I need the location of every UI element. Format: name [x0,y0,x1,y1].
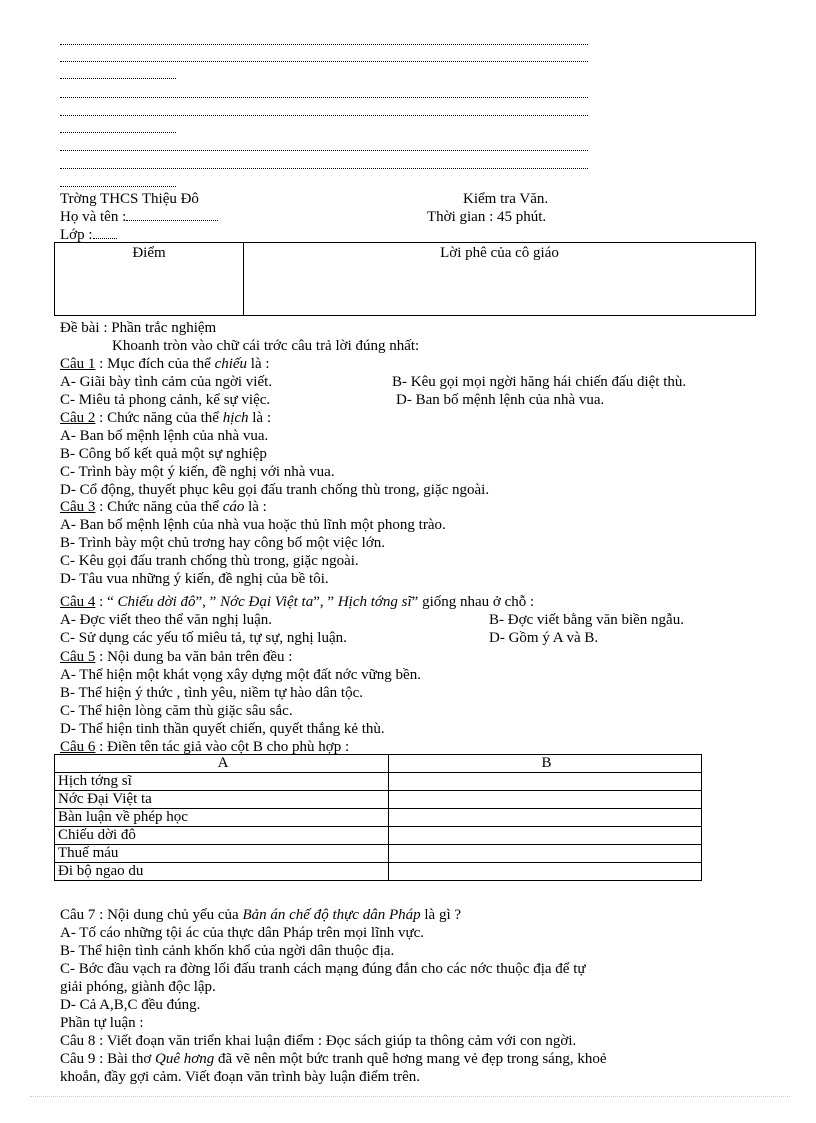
exam-time: Thời gian : 45 phút. [427,209,547,225]
q7-option-d[interactable]: D- Cả A,B,C đều đúng. [60,997,201,1013]
dotted-line [60,168,588,169]
question-4: Câu 4 : “ Chiếu dời đô”, ” Nớc Đại Việt ta”, ” Hịch tớng sĩ” giống nhau ở chỗ : [60,594,535,610]
grade-table [54,242,756,316]
question-3: Câu 3 : Chức năng của thể cáo là : [60,499,267,515]
table-row [55,809,702,827]
table-row [55,791,702,809]
question-5: Câu 5 : Nội dung ba văn bản trên đều : [60,649,293,665]
table-row [55,845,702,863]
q1-option-a[interactable]: A- Giãi bày tình cảm của ngời viết. [60,374,273,390]
q5-option-a[interactable]: A- Thể hiện một khát vọng xây dựng một đất nớc vững bền. [60,667,421,683]
class-label: Lớp : [60,228,117,243]
table-row [55,827,702,845]
q4-option-b[interactable]: B- Đợc viết bằng văn biền ngẫu. [489,612,684,628]
work-title: Chiếu dời đô [55,827,389,845]
dotted-line [60,61,588,62]
matching-table [54,754,702,881]
dotted-line [60,78,176,79]
question-9: Câu 9 : Bài thơ Quê hơng đã vẽ nên một bức tranh quê hơng mang vẻ đẹp trong sáng, khoẻ [60,1051,607,1067]
table-row [55,773,702,791]
question-9-continued: khoắn, đầy gợi cảm. Viết đoạn văn trình bày luận điểm trên. [60,1069,420,1085]
q5-option-c[interactable]: C- Thể hiện lòng căm thù giặc sâu sắc. [60,703,293,719]
q1-option-c[interactable]: C- Miêu tả phong cảnh, kể sự việc. [60,392,271,408]
q2-option-b[interactable]: B- Công bố kết quả một sự nghiệp [60,446,267,462]
q5-option-b[interactable]: B- Thể hiện ý thức , tình yêu, niềm tự hào dân tộc. [60,685,364,701]
q1-option-d[interactable]: D- Ban bố mệnh lệnh của nhà vua. [396,392,605,408]
q7-option-a[interactable]: A- Tố cáo những tội ác của thực dân Pháp trên mọi lĩnh vực. [60,925,425,941]
author-cell[interactable] [389,791,702,809]
q3-option-d[interactable]: D- Tâu vua những ý kiến, đề nghị của bề tôi. [60,571,329,587]
q4-option-d[interactable]: D- Gồm ý A và B. [489,630,599,646]
dotted-line [60,97,588,98]
dotted-line [60,186,176,187]
q2-option-c[interactable]: C- Trình bày một ý kiến, đề nghị với nhà vua. [60,464,335,480]
instruction: Khoanh tròn vào chữ cái trớc câu trả lời đúng nhất: [112,338,420,354]
page-bottom-divider [30,1096,790,1097]
q4-option-c[interactable]: C- Sử dụng các yếu tố miêu tả, tự sự, nghị luận. [60,630,347,646]
work-title: Hịch tớng sĩ [55,773,389,791]
section-title-essay: Phần tự luận : [60,1015,144,1031]
dotted-line [60,132,176,133]
q5-option-d[interactable]: D- Thể hiện tinh thần quyết chiến, quyết thắng kẻ thù. [60,721,385,737]
author-cell[interactable] [389,809,702,827]
q3-option-a[interactable]: A- Ban bố mệnh lệnh của nhà vua hoặc thủ lĩnh một phong trào. [60,517,446,533]
q7-option-b[interactable]: B- Thể hiện tình cảnh khốn khổ của ngời dân thuộc địa. [60,943,395,959]
question-7: Câu 7 : Nội dung chủ yếu của Bản án chế độ thực dân Pháp là gì ? [60,907,462,923]
column-a-header: A [55,755,389,773]
table-row [55,863,702,881]
q3-option-b[interactable]: B- Trình bày một chủ trơng hay công bố một việc lớn. [60,535,386,551]
q7-option-c-continued: giải phóng, giành độc lập. [60,979,216,995]
exam-title: Kiểm tra Văn. [463,191,549,207]
column-b-header: B [389,755,702,773]
question-1: Câu 1 : Mục đích của thể chiếu là : [60,356,270,372]
q4-option-a[interactable]: A- Đợc viết theo thể văn nghị luận. [60,612,273,628]
dotted-line [60,115,588,116]
question-2: Câu 2 : Chức năng của thể hịch là : [60,410,272,426]
author-cell[interactable] [389,773,702,791]
author-cell[interactable] [389,827,702,845]
q2-option-a[interactable]: A- Ban bố mệnh lệnh của nhà vua. [60,428,269,444]
work-title: Nớc Đại Việt ta [55,791,389,809]
comment-cell: Lời phê của cô giáo [244,243,756,316]
name-label: Họ và tên : [60,210,218,225]
author-cell[interactable] [389,863,702,881]
work-title: Bàn luận về phép học [55,809,389,827]
q7-option-c[interactable]: C- Bớc đầu vạch ra đờng lối đấu tranh cách mạng đúng đắn cho các nớc thuộc địa để tự [60,961,586,977]
work-title: Đi bộ ngao du [55,863,389,881]
question-6: Câu 6 : Điền tên tác giả vào cột B cho phù hợp : [60,739,350,755]
score-cell: Điểm [55,243,244,316]
school-name: Trờng THCS Thiệu Đô [60,191,199,207]
dotted-line [60,44,588,45]
q3-option-c[interactable]: C- Kêu gọi đấu tranh chống thù trong, giặc ngoài. [60,553,359,569]
q1-option-b[interactable]: B- Kêu gọi mọi ngời hăng hái chiến đấu diệt thù. [392,374,687,390]
question-8: Câu 8 : Viết đoạn văn triển khai luận điểm : Đọc sách giúp ta thông cảm với con ngời. [60,1033,577,1049]
dotted-line [60,150,588,151]
q2-option-d[interactable]: D- Cổ động, thuyết phục kêu gọi đấu tranh chống thù trong, giặc ngoài. [60,482,490,498]
author-cell[interactable] [389,845,702,863]
work-title: Thuế máu [55,845,389,863]
section-title-multiple-choice: Đề bài : Phần trắc nghiệm [60,320,217,336]
